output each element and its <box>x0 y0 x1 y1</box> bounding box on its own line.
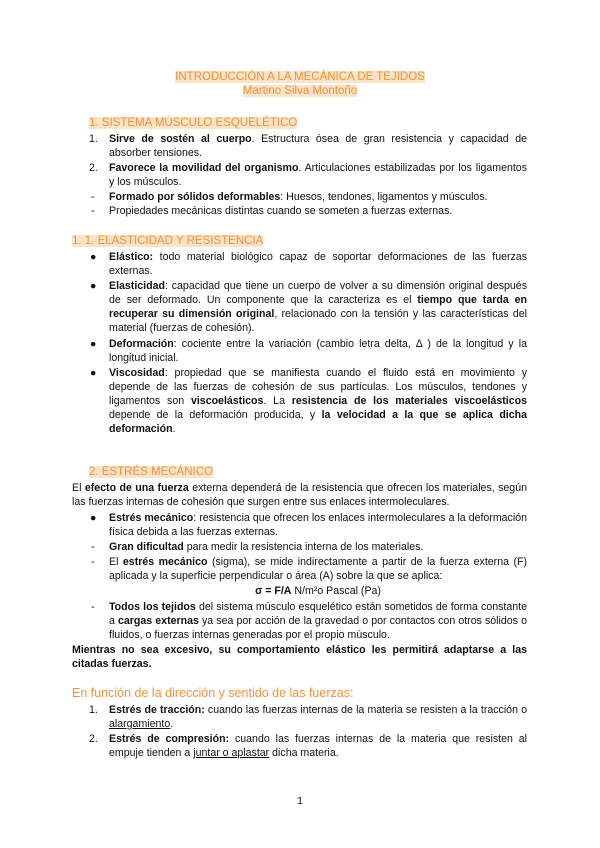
list-item: Propiedades mecánicas distintas cuando se someten a fuerzas externas. <box>109 205 453 217</box>
list-item: Formado por sólidos deformables: Huesos, tendones, ligamentos y músculos. <box>109 191 488 203</box>
list-item: Estrés mecánico: resistencia que ofrecen los enlaces intermoleculares a la deformación física debida a las fuerzas externas. <box>109 512 527 538</box>
list-marker: 1. <box>89 704 98 716</box>
list-marker: 2. <box>89 162 98 174</box>
list-marker: 1. <box>89 133 98 145</box>
document-author: Martino Silva Montoño <box>242 85 358 97</box>
list-item: El estrés mecánico (sigma), se mide indirectamente a partir de la fuerza externa (F) aplicada y la superficie perpendicular o área (A) sobre la que se aplica: <box>109 556 527 582</box>
list-marker: - <box>91 191 95 203</box>
list-item: Elasticidad: capacidad que tiene un cuerpo de volver a su dimensión original después de ser deformado. Un componente que la caracteriza es el tiempo que tarda en recuperar su dimensión original, relacionado con la tensión y las características del material (fuerzas de cohesión). <box>109 280 527 334</box>
stress-formula: σ = F/A N/m²o Pascal (Pa) <box>255 585 381 597</box>
subsection-heading: En función de la dirección y sentido de las fuerzas: <box>72 686 354 700</box>
document-title: INTRODUCCIÓN A LA MECÁNICA DE TEJIDOS <box>175 71 425 83</box>
list-marker: - <box>91 601 95 613</box>
bullet-icon: ● <box>90 512 97 524</box>
page-number: 1 <box>297 795 303 807</box>
section-2-conclusion: Mientras no sea excesivo, su comportamiento elástico les permitirá adaptarse a las citadas fuerzas. <box>72 644 527 670</box>
list-item: Estrés de tracción: cuando las fuerzas internas de la materia se resisten a la tracción o alargamiento. <box>109 704 527 730</box>
bullet-icon: ● <box>90 367 97 379</box>
list-item: Favorece la movilidad del organismo. Articulaciones estabilizadas por los ligamentos y los músculos. <box>109 162 527 188</box>
section-2-heading: 2. ESTRÉS MECÁNICO <box>89 466 213 478</box>
list-marker: - <box>91 205 95 217</box>
bullet-icon: ● <box>90 280 97 292</box>
list-item: Deformación: cociente entre la variación (cambio letra delta, Δ ) de la longitud y la longitud inicial. <box>109 338 527 364</box>
list-item: Gran dificultad para medir la resistencia interna de los materiales. <box>109 541 424 553</box>
list-marker: - <box>91 556 95 568</box>
section-1-1-heading: 1. 1. ELASTICIDAD Y RESISTENCIA <box>72 235 264 247</box>
bullet-icon: ● <box>90 338 97 350</box>
list-item: Elástico: todo material biológico capaz de soportar deformaciones de las fuerzas externas. <box>109 251 527 277</box>
section-2-intro: El efecto de una fuerza externa dependerá de la resistencia que ofrecen los materiales, según las fuerzas internas de cohesión que surgen entre sus enlaces intermoleculares. <box>72 482 527 508</box>
list-item: Viscosidad: propiedad que se manifiesta cuando el fluido está en movimiento y depende de las fuerzas de cohesión de sus partículas. Los músculos, tendones y ligamentos son viscoelásticos. La resistencia de los materiales viscoelásticos depende de la deformación producida, y la velocidad a la que se aplica dicha deformación. <box>109 367 527 435</box>
list-item: Todos los tejidos del sistema músculo esquelético están sometidos de forma constante a cargas externas ya sea por acción de la gravedad o por contactos con otros sólidos o fluidos, o fuerzas internas generadas por el propio músculo. <box>109 601 527 641</box>
list-item: Sirve de sostén al cuerpo. Estructura ósea de gran resistencia y capacidad de absorber tensiones. <box>109 133 527 159</box>
list-marker: 2. <box>89 733 98 745</box>
list-item: Estrés de compresión: cuando las fuerzas internas de la materia que resisten al empuje tienden a juntar o aplastar dicha materia. <box>109 733 527 759</box>
list-marker: - <box>91 541 95 553</box>
section-1-heading: 1. SISTEMA MÚSCULO ESQUELÉTICO <box>89 117 298 129</box>
bullet-icon: ● <box>90 251 97 263</box>
